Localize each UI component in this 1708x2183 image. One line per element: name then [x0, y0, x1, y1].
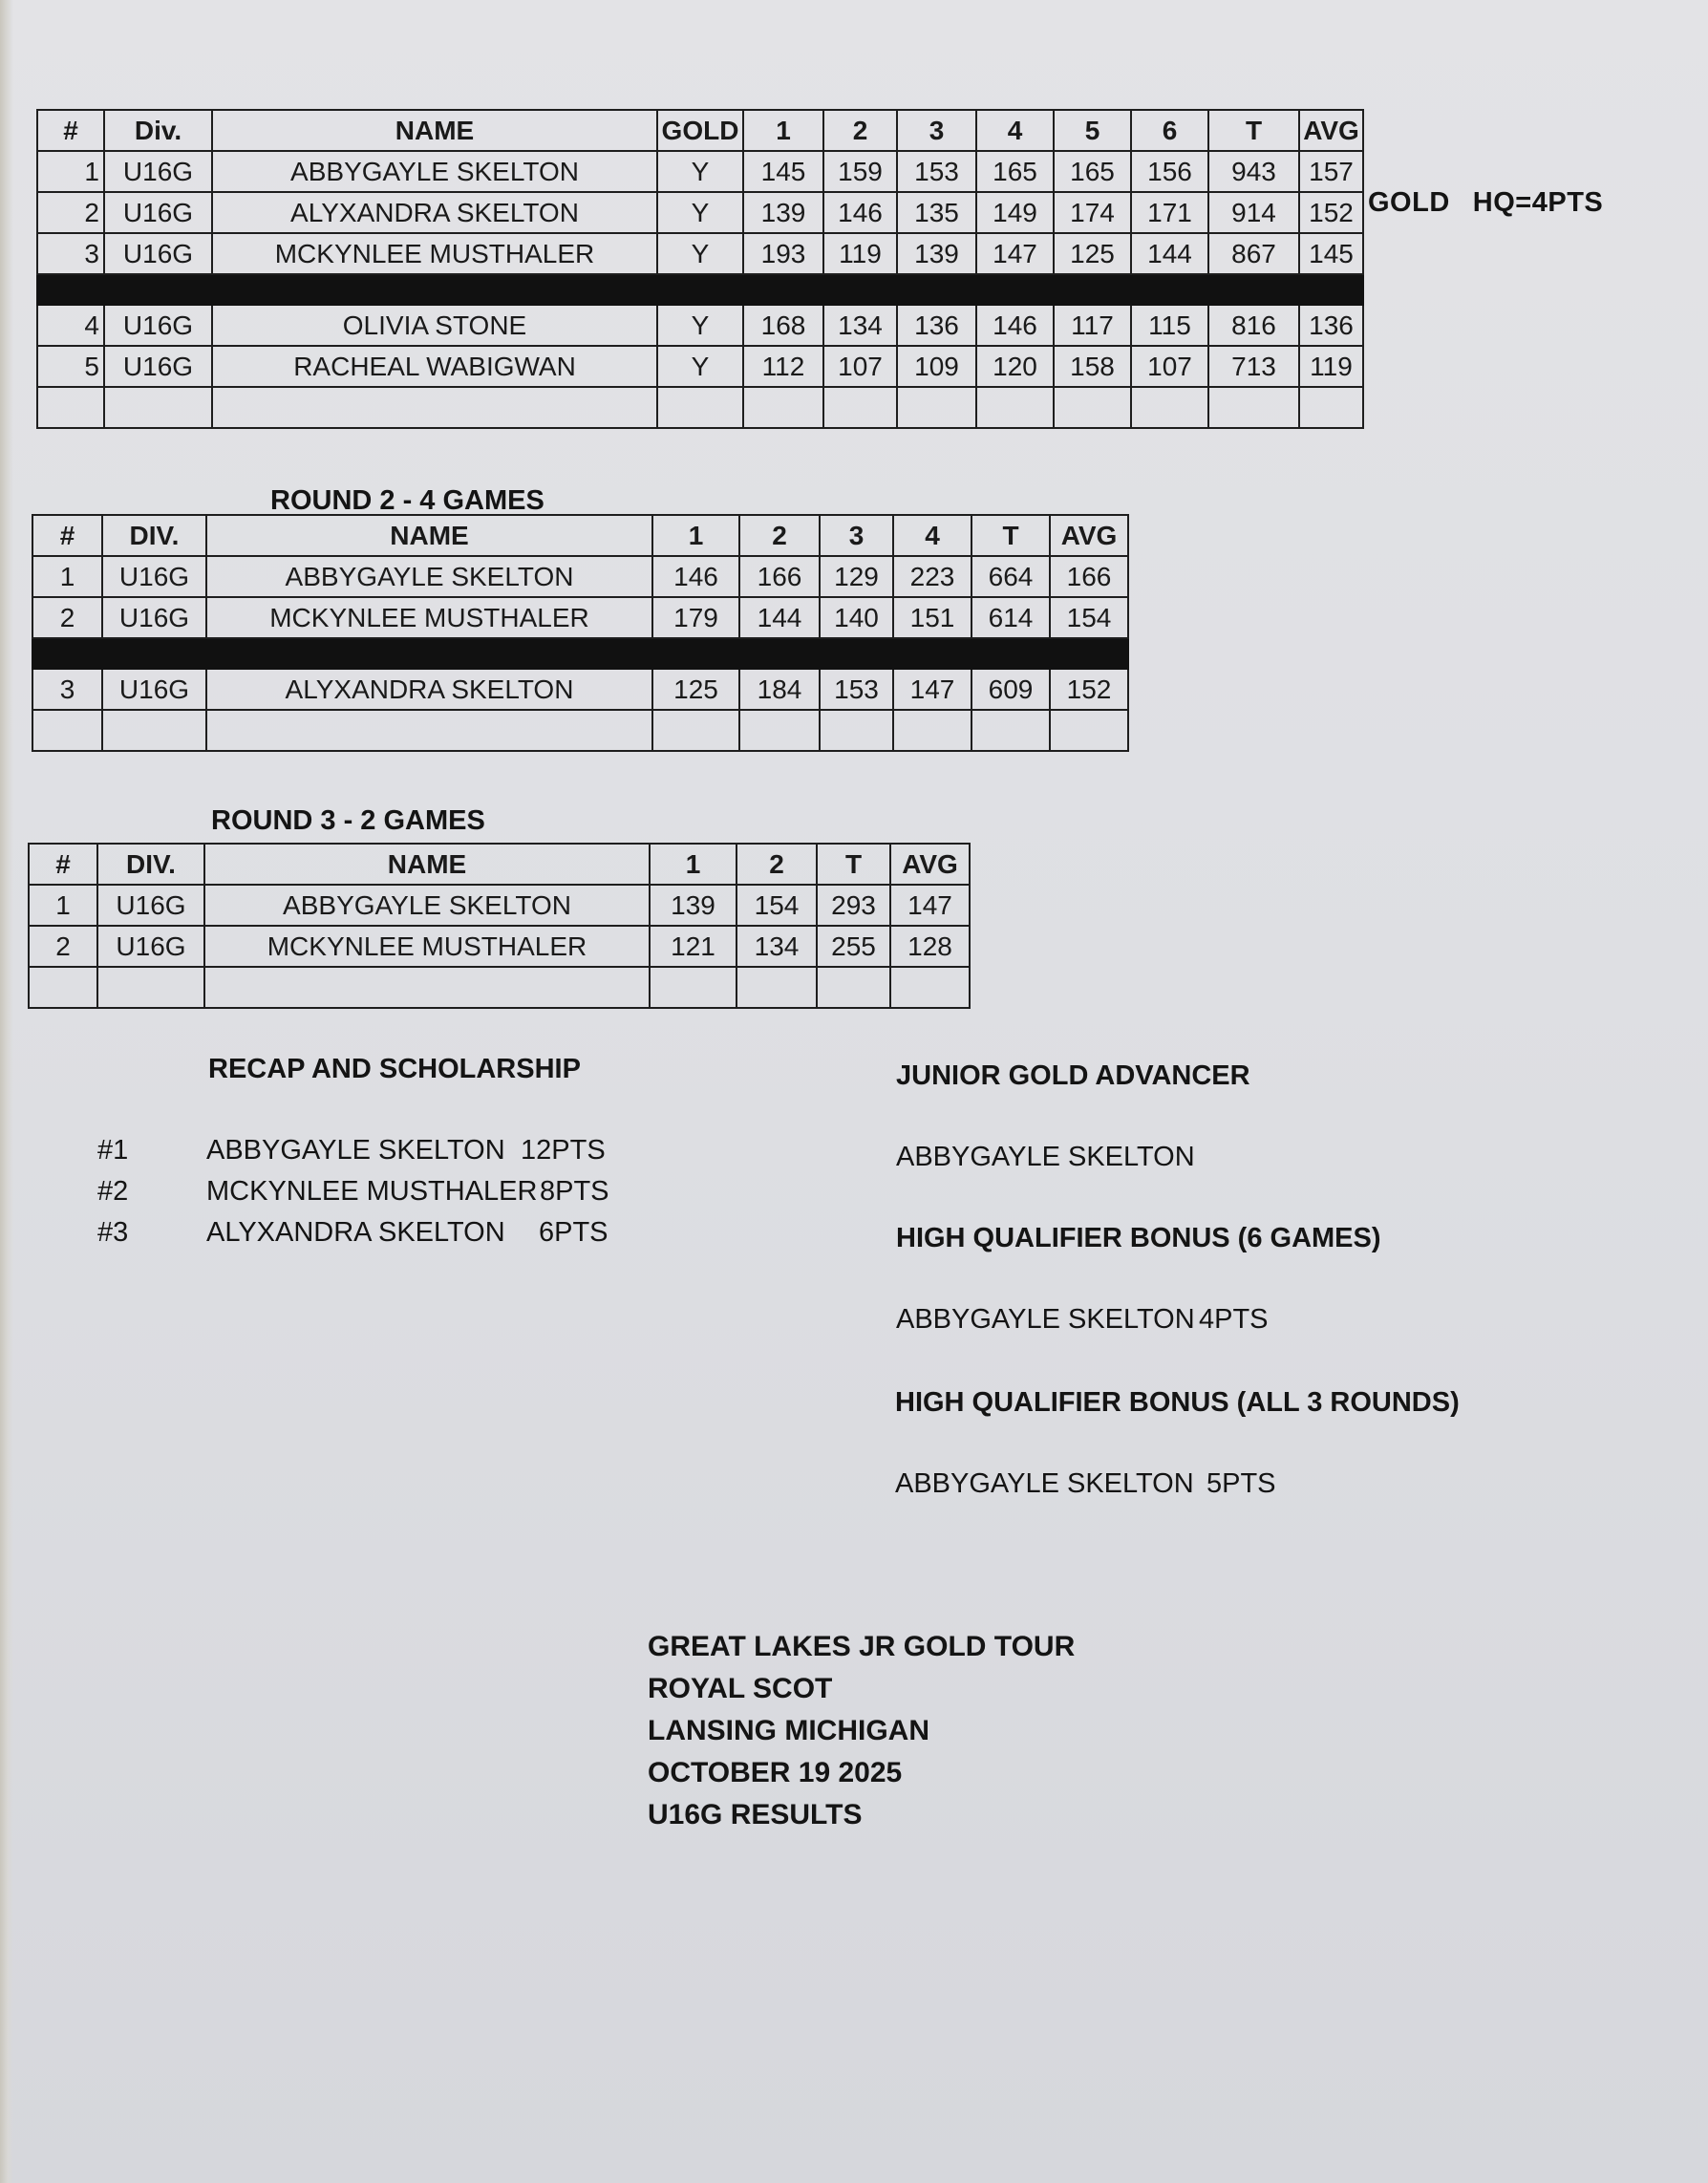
event-date: OCTOBER 19 2025	[648, 1757, 903, 1788]
table-cell: 128	[890, 926, 970, 967]
table-row	[37, 233, 1363, 274]
column-header: 3	[820, 515, 893, 556]
round3-table	[28, 843, 971, 1009]
table-cell	[102, 710, 206, 751]
event-tour: GREAT LAKES JR GOLD TOUR	[648, 1631, 1076, 1662]
table-cell: 157	[1299, 151, 1363, 192]
table-cell: ABBYGAYLE SKELTON	[212, 151, 657, 192]
column-header: 3	[897, 110, 976, 151]
table-row	[32, 556, 1128, 597]
table-cell: 1	[29, 885, 97, 926]
table-cell: 152	[1050, 669, 1128, 710]
table-cell	[737, 967, 817, 1008]
table-cell: 147	[893, 669, 971, 710]
round3-title: ROUND 3 - 2 GAMES	[211, 805, 485, 836]
table-cell: 121	[650, 926, 737, 967]
table-cell	[29, 967, 97, 1008]
separator-row	[32, 638, 1128, 669]
table-row	[32, 669, 1128, 710]
table-cell	[212, 387, 657, 428]
table-cell: 136	[1299, 305, 1363, 346]
table-cell: 147	[976, 233, 1054, 274]
table-cell: MCKYNLEE MUSTHALER	[212, 233, 657, 274]
table-cell: 2	[32, 597, 102, 638]
table-cell	[1299, 387, 1363, 428]
recap-name: ALYXANDRA SKELTON	[206, 1217, 505, 1248]
table-cell	[650, 967, 737, 1008]
table-cell: U16G	[104, 151, 212, 192]
column-header: #	[32, 515, 102, 556]
table-cell	[204, 967, 650, 1008]
table-cell: 159	[823, 151, 897, 192]
hq-points: HQ=4PTS	[1472, 187, 1604, 218]
paper-edge	[0, 0, 13, 2183]
table-cell	[823, 387, 897, 428]
table-cell: ABBYGAYLE SKELTON	[204, 885, 650, 926]
table-cell: 139	[897, 233, 976, 274]
table-cell: 174	[1054, 192, 1131, 233]
table-cell	[1050, 710, 1128, 751]
table-cell: 145	[1299, 233, 1363, 274]
table-cell	[971, 710, 1050, 751]
table-cell: U16G	[104, 233, 212, 274]
table-cell: 156	[1131, 151, 1208, 192]
table-cell: 139	[743, 192, 823, 233]
table-cell: 171	[1131, 192, 1208, 233]
round2-title: ROUND 2 - 4 GAMES	[270, 485, 544, 516]
table-cell: Y	[657, 192, 743, 233]
advancer-title: JUNIOR GOLD ADVANCER	[896, 1060, 1250, 1091]
table-cell: 151	[893, 597, 971, 638]
table-row	[29, 967, 970, 1008]
hq6-title: HIGH QUALIFIER BONUS (6 GAMES)	[896, 1223, 1381, 1253]
column-header: T	[971, 515, 1050, 556]
table-row	[37, 151, 1363, 192]
table-cell: Y	[657, 233, 743, 274]
table-row	[37, 346, 1363, 387]
table-cell	[97, 967, 204, 1008]
round1-header-row	[37, 110, 1363, 151]
column-header: NAME	[204, 844, 650, 885]
gold-label: GOLD	[1368, 187, 1450, 218]
table-cell: U16G	[104, 192, 212, 233]
separator-bar	[32, 638, 1128, 669]
table-row	[37, 387, 1363, 428]
table-cell: MCKYNLEE MUSTHALER	[206, 597, 652, 638]
table-cell: U16G	[104, 305, 212, 346]
table-cell: 867	[1208, 233, 1299, 274]
table-cell: 609	[971, 669, 1050, 710]
table-cell: 125	[652, 669, 739, 710]
table-cell: 119	[1299, 346, 1363, 387]
table-cell: ALYXANDRA SKELTON	[206, 669, 652, 710]
table-cell: 179	[652, 597, 739, 638]
table-cell: RACHEAL WABIGWAN	[212, 346, 657, 387]
column-header: GOLD	[657, 110, 743, 151]
table-cell: 166	[1050, 556, 1128, 597]
column-header: 2	[737, 844, 817, 885]
recap-name: ABBYGAYLE SKELTON	[206, 1135, 505, 1166]
table-row	[37, 192, 1363, 233]
table-cell: 255	[817, 926, 890, 967]
recap-rank: #3	[97, 1217, 129, 1248]
column-header: T	[817, 844, 890, 885]
table-cell	[104, 387, 212, 428]
table-cell: 120	[976, 346, 1054, 387]
table-cell: 146	[976, 305, 1054, 346]
table-cell: 125	[1054, 233, 1131, 274]
table-cell: MCKYNLEE MUSTHALER	[204, 926, 650, 967]
column-header: 1	[650, 844, 737, 885]
table-cell: 152	[1299, 192, 1363, 233]
column-header: NAME	[206, 515, 652, 556]
table-cell	[32, 710, 102, 751]
recap-points: 12PTS	[521, 1135, 606, 1166]
column-header: 4	[976, 110, 1054, 151]
table-cell: U16G	[102, 669, 206, 710]
table-cell	[206, 710, 652, 751]
table-cell: 614	[971, 597, 1050, 638]
table-cell: 3	[37, 233, 104, 274]
table-cell: 5	[37, 346, 104, 387]
column-header: 1	[743, 110, 823, 151]
event-info	[648, 1626, 1075, 1836]
column-header: 6	[1131, 110, 1208, 151]
table-cell: 107	[823, 346, 897, 387]
column-header: NAME	[212, 110, 657, 151]
table-cell: 117	[1054, 305, 1131, 346]
recap-rank: #1	[97, 1135, 129, 1166]
table-cell: 713	[1208, 346, 1299, 387]
table-cell: 107	[1131, 346, 1208, 387]
column-header: #	[37, 110, 104, 151]
table-cell: 3	[32, 669, 102, 710]
recap-points: 8PTS	[540, 1176, 609, 1207]
table-cell: 145	[743, 151, 823, 192]
event-venue: ROYAL SCOT	[648, 1673, 833, 1704]
table-cell: 129	[820, 556, 893, 597]
table-cell	[657, 387, 743, 428]
separator-row	[37, 274, 1363, 305]
table-cell	[976, 387, 1054, 428]
column-header: AVG	[890, 844, 970, 885]
table-cell: 816	[1208, 305, 1299, 346]
recap-rank: #2	[97, 1176, 129, 1207]
table-cell: Y	[657, 346, 743, 387]
recap-name: MCKYNLEE MUSTHALER	[206, 1176, 538, 1207]
table-cell	[1131, 387, 1208, 428]
column-header: T	[1208, 110, 1299, 151]
recap-title: RECAP AND SCHOLARSHIP	[208, 1054, 581, 1084]
table-cell	[897, 387, 976, 428]
hq3-points: 5PTS	[1206, 1468, 1276, 1499]
table-cell: U16G	[102, 597, 206, 638]
column-header: AVG	[1299, 110, 1363, 151]
recap-points: 6PTS	[539, 1217, 608, 1248]
table-cell: 112	[743, 346, 823, 387]
table-cell: 158	[1054, 346, 1131, 387]
column-header: Div.	[104, 110, 212, 151]
table-cell: 193	[743, 233, 823, 274]
table-cell: 136	[897, 305, 976, 346]
table-row	[29, 885, 970, 926]
table-cell: 146	[652, 556, 739, 597]
table-cell: 168	[743, 305, 823, 346]
table-cell: 109	[897, 346, 976, 387]
hq3-title: HIGH QUALIFIER BONUS (ALL 3 ROUNDS)	[895, 1387, 1460, 1418]
table-cell: 144	[739, 597, 820, 638]
table-cell: 154	[1050, 597, 1128, 638]
column-header: 2	[739, 515, 820, 556]
column-header: 4	[893, 515, 971, 556]
advancer-name: ABBYGAYLE SKELTON	[896, 1142, 1195, 1172]
table-cell: 2	[29, 926, 97, 967]
gold-hq-note	[1368, 187, 1626, 219]
event-results-label: U16G RESULTS	[648, 1799, 863, 1830]
table-cell: 166	[739, 556, 820, 597]
hq6-points: 4PTS	[1199, 1304, 1269, 1335]
table-cell: 1	[37, 151, 104, 192]
table-cell: 153	[820, 669, 893, 710]
table-cell: 134	[737, 926, 817, 967]
table-cell: 293	[817, 885, 890, 926]
table-cell	[890, 967, 970, 1008]
table-cell: 140	[820, 597, 893, 638]
table-cell: U16G	[102, 556, 206, 597]
table-cell: 165	[976, 151, 1054, 192]
table-cell: 144	[1131, 233, 1208, 274]
table-cell: 135	[897, 192, 976, 233]
hq3-name: ABBYGAYLE SKELTON	[895, 1468, 1194, 1499]
table-cell: 115	[1131, 305, 1208, 346]
event-location: LANSING MICHIGAN	[648, 1715, 929, 1746]
table-cell: U16G	[104, 346, 212, 387]
hq6-name: ABBYGAYLE SKELTON	[896, 1304, 1195, 1335]
table-cell: 146	[823, 192, 897, 233]
table-cell	[817, 967, 890, 1008]
table-row	[29, 926, 970, 967]
table-cell: 119	[823, 233, 897, 274]
table-cell: 154	[737, 885, 817, 926]
table-cell: 139	[650, 885, 737, 926]
round1-table	[36, 109, 1364, 429]
table-cell	[1208, 387, 1299, 428]
table-cell: 184	[739, 669, 820, 710]
table-cell: 223	[893, 556, 971, 597]
table-cell	[37, 387, 104, 428]
table-cell	[1054, 387, 1131, 428]
table-cell: 914	[1208, 192, 1299, 233]
table-cell: 4	[37, 305, 104, 346]
table-cell: 134	[823, 305, 897, 346]
table-cell: ABBYGAYLE SKELTON	[206, 556, 652, 597]
table-cell	[743, 387, 823, 428]
table-row	[37, 305, 1363, 346]
table-cell: 2	[37, 192, 104, 233]
column-header: 5	[1054, 110, 1131, 151]
column-header: DIV.	[102, 515, 206, 556]
table-cell: ALYXANDRA SKELTON	[212, 192, 657, 233]
table-cell: OLIVIA STONE	[212, 305, 657, 346]
table-cell	[820, 710, 893, 751]
column-header: AVG	[1050, 515, 1128, 556]
table-row	[32, 710, 1128, 751]
table-cell: U16G	[97, 926, 204, 967]
table-cell	[739, 710, 820, 751]
table-cell: 943	[1208, 151, 1299, 192]
table-cell: Y	[657, 151, 743, 192]
table-cell	[652, 710, 739, 751]
column-header: DIV.	[97, 844, 204, 885]
round3-header-row	[29, 844, 970, 885]
table-cell: Y	[657, 305, 743, 346]
column-header: #	[29, 844, 97, 885]
table-cell: 165	[1054, 151, 1131, 192]
table-cell: 149	[976, 192, 1054, 233]
round2-table	[32, 514, 1129, 752]
separator-bar	[37, 274, 1363, 305]
table-cell	[893, 710, 971, 751]
table-cell: 147	[890, 885, 970, 926]
table-cell: 1	[32, 556, 102, 597]
column-header: 1	[652, 515, 739, 556]
table-row	[32, 597, 1128, 638]
round2-header-row	[32, 515, 1128, 556]
table-cell: 153	[897, 151, 976, 192]
table-cell: 664	[971, 556, 1050, 597]
column-header: 2	[823, 110, 897, 151]
table-cell: U16G	[97, 885, 204, 926]
